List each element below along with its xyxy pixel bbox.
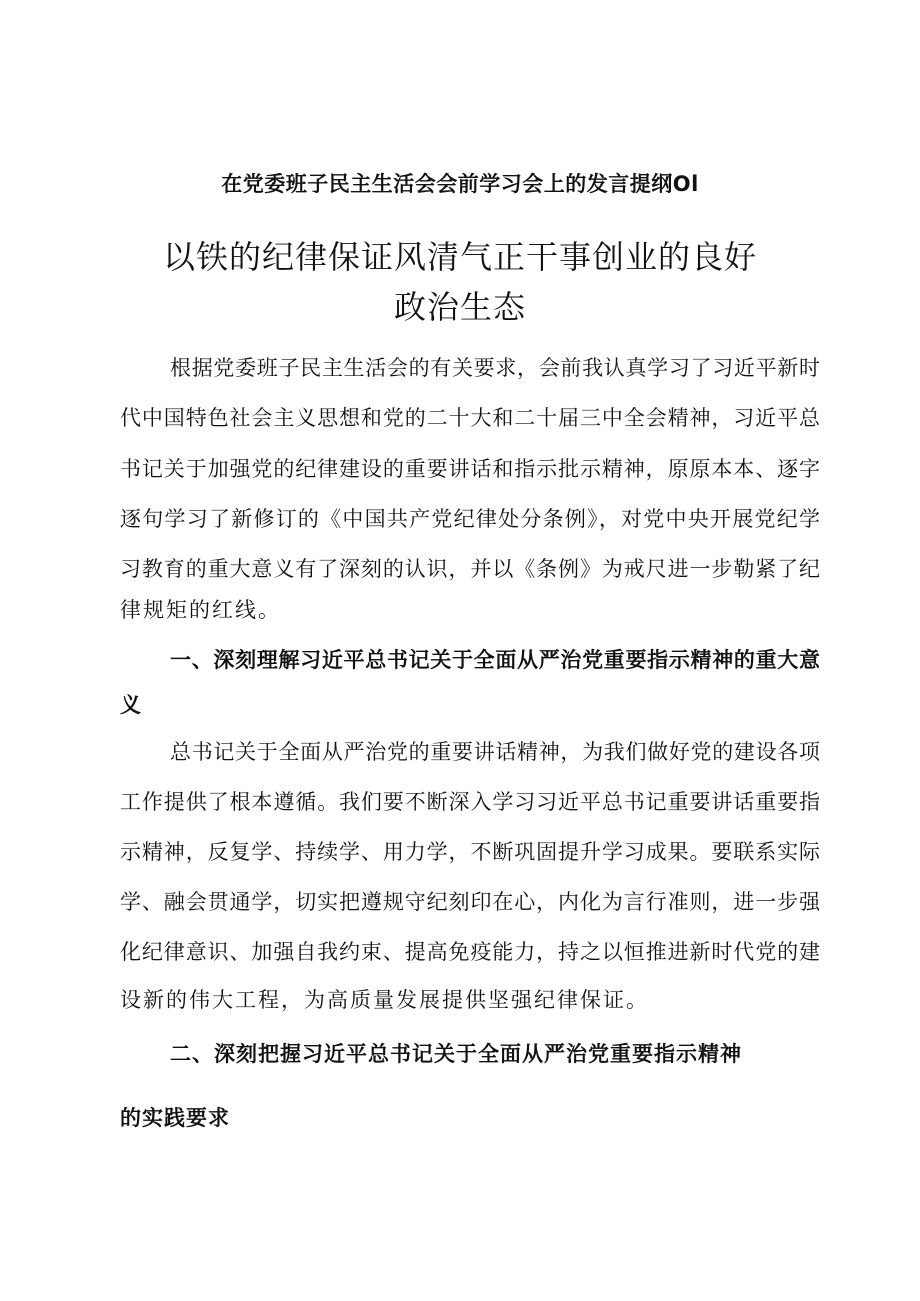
intro-line: 根据党委班子民主生活会的有关要求，会前我认真学习了习近平新时 [170, 356, 820, 380]
section-1-body-line: 示精神，反复学、持续学、用力学，不断巩固提升学习成果。要联系实际 [120, 840, 820, 864]
section-1-body-line: 总书记关于全面从严治党的重要讲话精神，为我们做好党的建设各项 [170, 740, 820, 764]
section-2-heading: 二、深刻把握习近平总书记关于全面从严治党重要指示精神 [170, 1042, 742, 1066]
section-1-heading: 一、深刻理解习近平总书记关于全面从严治党重要指示精神的重大意 [170, 648, 820, 672]
section-1-body-line: 工作提供了根本遵循。我们要不断深入学习习近平总书记重要讲话重要指 [120, 790, 820, 814]
intro-line: 习教育的重大意义有了深刻的认识，并以《条例》为戒尺进一步勒紧了纪 [120, 557, 820, 581]
section-1-body-line: 学、融会贯通学，切实把遵规守纪刻印在心，内化为言行准则，进一步强 [120, 890, 820, 914]
intro-line: 律规矩的红线。 [120, 598, 281, 622]
intro-line: 代中国特色社会主义思想和党的二十大和二十届三中全会精神，习近平总 [120, 406, 820, 430]
intro-line: 书记关于加强党的纪律建设的重要讲话和指示批示精神，原原本本、逐字 [120, 457, 820, 481]
section-2-heading-cont: 的实践要求 [120, 1106, 230, 1130]
document-title-line-2: 政治生态 [393, 288, 526, 326]
section-1-body-line: 设新的伟大工程，为高质量发展提供坚强纪律保证。 [120, 988, 649, 1012]
document-title-line-1: 以铁的纪律保证风清气正干事创业的良好 [162, 238, 757, 276]
document-subtitle: 在党委班子民主生活会会前学习会上的发言提纲Ol [221, 172, 699, 196]
section-1-heading-cont: 义 [120, 693, 142, 717]
intro-line: 逐句学习了新修订的《中国共产党纪律处分条例》，对党中央开展党纪学 [120, 507, 820, 531]
section-1-body-line: 化纪律意识、加强自我约束、提高免疫能力，持之以恒推进新时代党的建 [120, 940, 820, 964]
